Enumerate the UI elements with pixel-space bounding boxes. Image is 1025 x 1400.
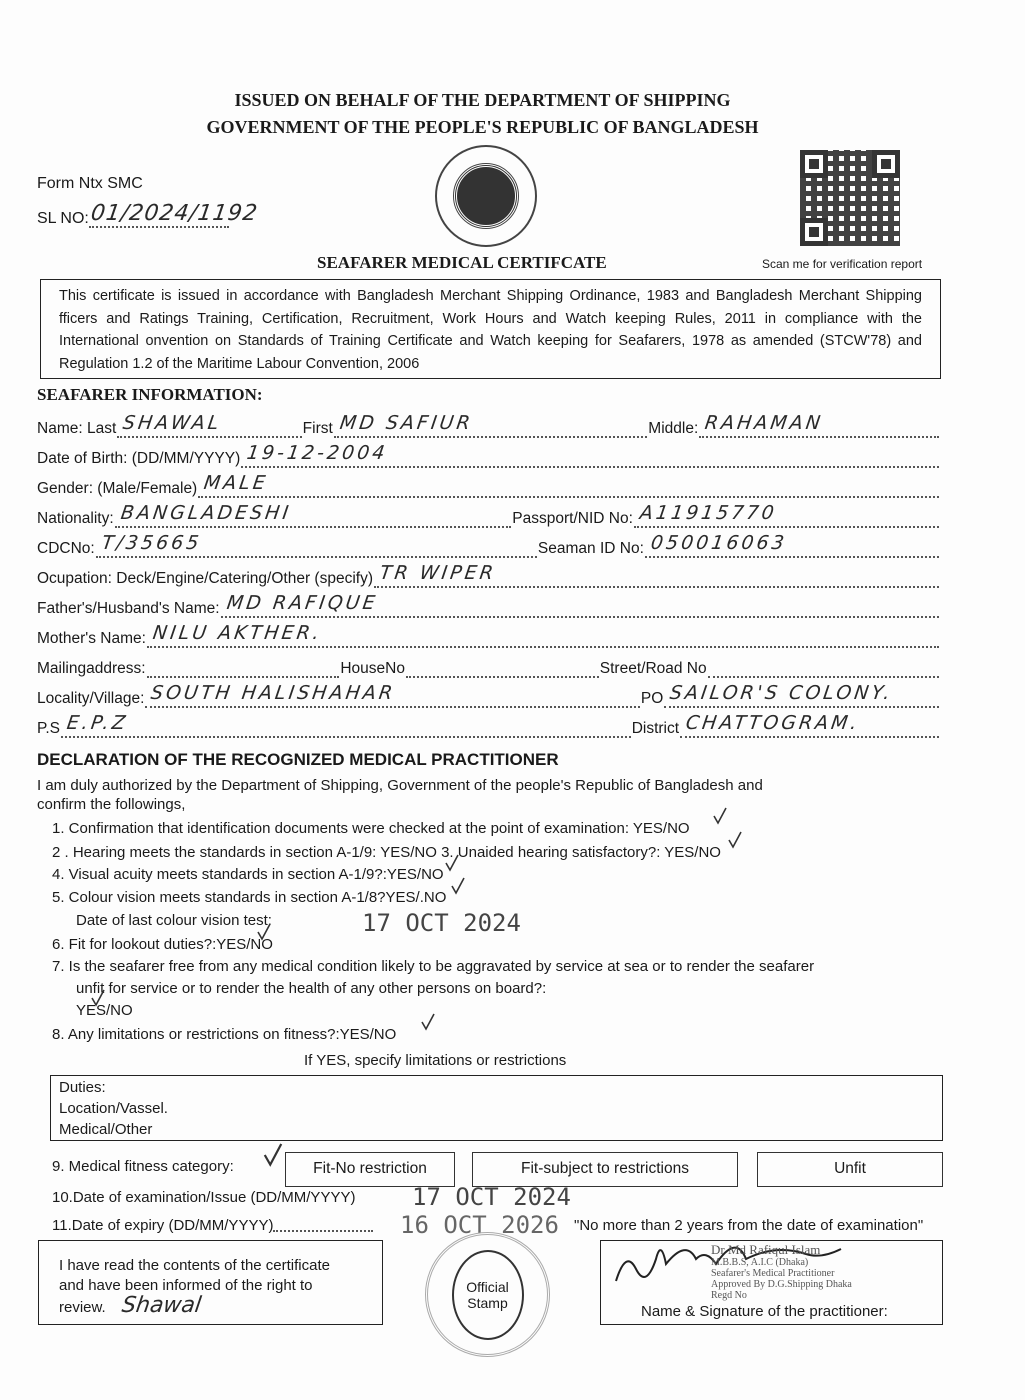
intro-box [40,279,941,379]
checkmark-icon [444,853,460,873]
middle-name-label: Middle: [648,420,699,437]
nationality-label: Nationality: [37,510,114,527]
street-label: Street/Road No [599,660,707,677]
po-field[interactable] [664,682,939,708]
first-name-value: MD SAFIUR [338,412,475,434]
checkmark-icon [420,1012,436,1032]
nationality-field[interactable] [115,502,512,528]
declaration-item-6: 6. Fit for lookout duties?:YES/NO [52,936,273,953]
passport-label: Passport/NID No: [512,510,633,527]
official-stamp [425,1232,550,1357]
last-name-field[interactable] [117,412,301,438]
seaman-id-field[interactable] [645,532,939,558]
declaration-intro-1: I am duly authorized by the Department of Shipping, Government of the people's Republic of Bangladesh and [37,777,763,794]
ack-text-1: I have read the contents of the certificate [59,1257,330,1274]
exam-date-label: 10.Date of examination/Issue (DD/MM/YYYY) [52,1189,356,1206]
locality-row [37,682,940,708]
passport-value: A11915770 [638,502,779,524]
expiry-date-value: 16 OCT 2026 [400,1211,559,1239]
po-label: PO [640,690,664,707]
nationality-row [37,502,940,528]
locality-field[interactable] [145,682,639,708]
district-label: District [631,720,680,737]
first-name-label: First [302,420,333,437]
occupation-value: TR WIPER [378,562,498,584]
qr-caption: Scan me for verification report [762,257,923,271]
cdc-label: CDCNo: [37,540,95,557]
declaration-heading: DECLARATION OF THE RECOGNIZED MEDICAL PRACTITIONER [37,750,559,769]
stamp-line: M.B.B.S, A.I.C (Dhaka) [711,1257,809,1268]
official-stamp-label: Official Stamp [466,1278,509,1311]
name-row [37,412,940,438]
restriction-medical: Medical/Other [59,1121,153,1138]
restriction-duties: Duties: [59,1079,106,1096]
declaration-item-1: 1. Confirmation that identification documents were checked at the point of examination: YES/NO [52,820,690,837]
mailing-label: Mailingaddress: [37,660,146,677]
declaration-item-5: 5. Colour vision meets standards in section A-1/8?YES/.NO [52,889,447,906]
cdc-value: T/35665 [100,532,203,554]
last-name-label: Name: Last [37,420,117,437]
mother-value: NILU AKTHER. [151,622,324,644]
mailing-row [37,652,940,678]
district-field[interactable] [680,712,939,738]
stamp-line: Regd No [711,1290,747,1301]
mother-label: Mother's Name: [37,630,146,647]
checkmark-icon [450,876,466,896]
gender-field[interactable] [198,472,939,498]
emblem-map-icon [454,164,518,228]
street-field[interactable] [708,660,939,678]
first-name-field[interactable] [334,412,647,438]
father-row [37,592,940,618]
last-name-value: SHAWAL [121,412,224,434]
gender-label: Gender: (Male/Female) [37,480,198,497]
occupation-field[interactable] [374,562,939,588]
dob-value: 19-12-2004 [245,442,390,464]
ack-text-3: review. [59,1299,106,1316]
declaration-item-8: 8. Any limitations or restrictions on fitness?:YES/NO [52,1026,397,1043]
middle-name-value: RAHAMAN [703,412,825,434]
seaman-id-label: Seaman ID No: [537,540,644,557]
intro-text: This certificate is issued in accordance with Bangladesh Merchant Shipping Ordinance, 1983 and Bangladesh Merchant Shipping fficers and Ratings Training, Certification, Recruitment, Work Hours and Watch keeping Rules, 2011 in compliance with the International onvention on Standards of Training Certificate and Watch keeping for Seafarers, 1978 as amended (STCW'78) and Regulation 1.2 of the Maritime Labour Convention, 2006 [59,288,922,372]
category-fit-no-restriction[interactable]: Fit-No restriction [285,1152,455,1187]
header-line-1: ISSUED ON BEHALF OF THE DEPARTMENT OF SHIPPING [234,90,731,110]
checkmark-icon [712,806,728,826]
practitioner-box [600,1240,943,1325]
ps-label: P.S [37,720,60,737]
restrictions-box [50,1075,943,1141]
gender-row [37,472,940,498]
dob-label: Date of Birth: (DD/MM/YYYY) [37,450,241,467]
sl-no-label: SL NO: [37,210,89,227]
expiry-date-label [52,1217,373,1234]
passport-field[interactable] [634,502,939,528]
category-fit-subject-to-restrictions[interactable]: Fit-subject to restrictions [472,1152,738,1187]
father-label: Father's/Husband's Name: [37,600,220,617]
expiry-label-text: 11.Date of expiry (DD/MM/YYYY) [52,1217,274,1234]
stamp-line: Seafarer's Medical Practitioner [711,1268,835,1279]
occupation-row [37,562,940,588]
ps-field[interactable] [61,712,631,738]
district-value: CHATTOGRAM. [684,712,862,734]
middle-name-field[interactable] [699,412,939,438]
occupation-label: Ocupation: Deck/Engine/Catering/Other (specify) [37,570,373,587]
sl-no [37,201,260,228]
sl-no-value: 01/2024/1192 [89,201,260,226]
declaration-intro-2: confirm the followings, [37,796,186,813]
fitness-label: 9. Medical fitness category: [52,1158,234,1175]
mother-row [37,622,940,648]
seafarer-signature: Shawal [120,1293,203,1318]
dob-row [37,442,940,468]
colour-test-date: 17 OCT 2024 [362,909,521,937]
ack-text-2: and have been informed of the right to [59,1277,313,1294]
father-field[interactable] [221,592,939,618]
exam-date-value: 17 OCT 2024 [412,1183,571,1211]
declaration-item-7-line-3: YES/NO [76,1002,133,1019]
checkmark-icon [90,988,106,1008]
expiry-note: "No more than 2 years from the date of examination" [574,1217,924,1234]
cdc-field[interactable] [96,532,537,558]
gender-value: MALE [202,472,270,494]
declaration-item-2: 2 . Hearing meets the standards in section A-1/9: YES/NO 3. Unaided hearing satisfactory?: YES/NO [52,844,721,861]
cdc-row [37,532,940,558]
category-unfit[interactable]: Unfit [757,1152,943,1187]
checkmark-icon [262,1140,284,1170]
declaration-item-7: 7. Is the seafarer free from any medical condition likely to be aggravated by service at sea or to render the seafarer [52,958,815,975]
qr-code[interactable] [800,150,900,246]
seafarer-heading: SEAFARER INFORMATION: [37,385,263,404]
restriction-location: Location/Vassel. [59,1100,168,1117]
checkmark-icon [256,922,272,942]
stamp-line: Approved By D.G.Shipping Dhaka [711,1279,852,1290]
father-value: MD RAFIQUE [224,592,379,614]
locality-label: Locality/Village: [37,690,145,707]
government-emblem [435,145,537,247]
acknowledgement-box [38,1240,383,1325]
practitioner-label: Name & Signature of the practitioner: [641,1303,888,1320]
certificate-title: SEAFARER MEDICAL CERTIFCATE [317,253,607,272]
dob-field[interactable] [241,442,939,468]
form-code: Form Ntx SMC [37,175,143,192]
house-field[interactable] [406,660,599,678]
mother-field[interactable] [147,622,939,648]
locality-value: SOUTH HALISHAHAR [149,682,398,704]
mailing-field[interactable] [147,660,340,678]
declaration-item-4: 4. Visual acuity meets standards in section A-1/9?:YES/NO [52,866,444,883]
po-value: SAILOR'S COLONY. [668,682,895,704]
practitioner-stamp [711,1243,852,1301]
seaman-id-value: 050016063 [649,532,789,554]
nationality-value: BANGLADESHI [119,502,293,524]
if-yes-label: If YES, specify limitations or restrictions [304,1052,567,1069]
colour-test-label: Date of last colour vision test: [76,912,272,929]
stamp-line: Dr Md Rafiqul Islam [711,1242,821,1257]
ps-value: E.P.Z [65,712,130,734]
house-label: HouseNo [340,660,405,677]
ps-row [37,712,940,738]
header-line-2: GOVERNMENT OF THE PEOPLE'S REPUBLIC OF BANGLADESH [206,117,759,137]
checkmark-icon [727,830,743,850]
declaration-item-7-line-2: unfit for service or to render the health of any other persons on board?: [76,980,547,997]
